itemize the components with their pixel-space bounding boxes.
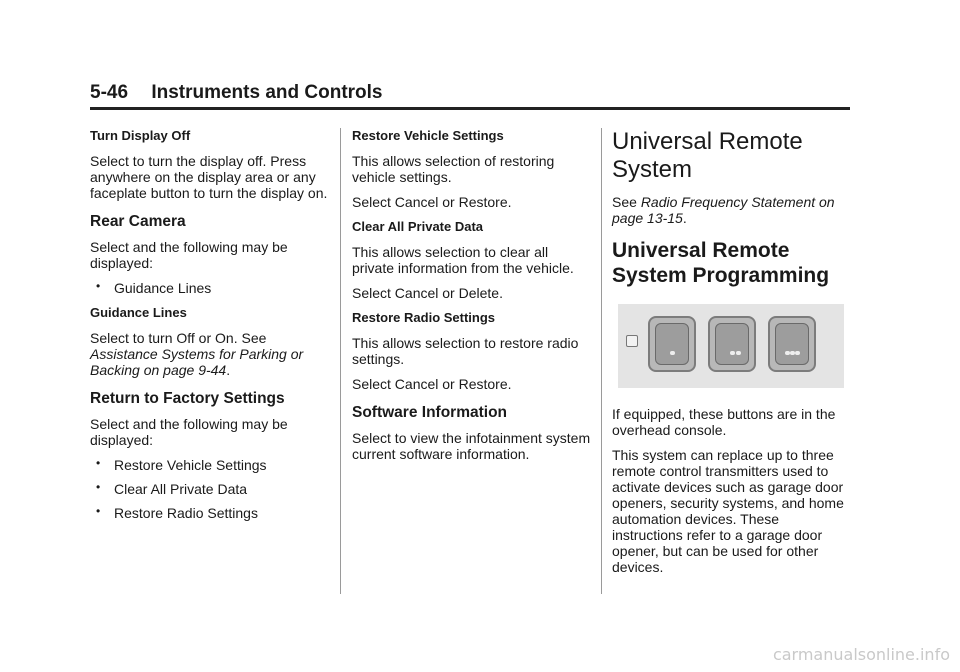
list-item: • Clear All Private Data — [96, 480, 248, 497]
remote-button-3-icon — [768, 316, 816, 372]
remote-button-1-icon — [648, 316, 696, 372]
restore-vehicle-heading: Restore Vehicle Settings — [352, 128, 504, 143]
guidance-lines-heading: Guidance Lines — [90, 305, 187, 320]
list-item: • Guidance Lines — [96, 279, 212, 296]
factory-settings-list — [90, 457, 330, 521]
rear-camera-list — [90, 280, 330, 296]
programming-title: Universal Remote System Programming — [612, 239, 830, 287]
software-info-text: Select to view the infotainment system current software information. — [352, 430, 591, 462]
rear-camera-intro: Select and the following may be displayed: — [90, 239, 288, 271]
page-number: 5-46 — [90, 82, 129, 103]
clear-data-text: This allows selection to clear all private information from the vehicle. — [352, 244, 574, 276]
equipped-text: If equipped, these buttons are in the overhead console. — [612, 406, 836, 438]
rear-camera-heading: Rear Camera — [90, 213, 186, 230]
factory-settings-heading: Return to Factory Settings — [90, 390, 285, 407]
list-item: • Restore Vehicle Settings — [96, 456, 267, 473]
urs-title: Universal Remote System — [612, 128, 803, 183]
turn-display-off-text: Select to turn the display off. Press anywhere on the display area or any faceplate button to turn the display on. — [90, 153, 328, 201]
bullet-icon: • — [96, 456, 101, 470]
column-left — [90, 128, 330, 530]
restore-radio-heading: Restore Radio Settings — [352, 310, 496, 325]
column-middle — [352, 128, 592, 471]
page-header — [90, 82, 850, 110]
section-title: Instruments and Controls — [151, 82, 383, 103]
cross-reference-link[interactable]: Radio Frequency Statement on page 13-15 — [612, 194, 835, 226]
bullet-icon: • — [96, 480, 101, 494]
list-item: • Restore Radio Settings — [96, 504, 258, 521]
turn-display-off-heading: Turn Display Off — [90, 128, 191, 143]
cross-reference-link[interactable]: Assistance Systems for Parking or Backing on page 9-44 — [90, 346, 304, 378]
clear-data-heading: Clear All Private Data — [352, 219, 484, 234]
restore-vehicle-text: This allows selection of restoring vehicle settings. — [352, 153, 555, 185]
system-description: This system can replace up to three remote control transmitters used to activate devices such as garage door openers, security systems, and home automation devices. These instructions refer to a garage door opener, but can be used for other devices. — [612, 447, 844, 575]
restore-radio-text: This allows selection to restore radio settings. — [352, 335, 579, 367]
restore-vehicle-options: Select Cancel or Restore. — [352, 194, 512, 210]
bullet-icon: • — [96, 279, 101, 293]
indicator-light-icon — [626, 335, 638, 347]
factory-settings-intro: Select and the following may be displayed: — [90, 416, 288, 448]
watermark: carmanualsonline.info — [772, 645, 950, 664]
restore-radio-options: Select Cancel or Restore. — [352, 376, 512, 392]
remote-buttons-illustration — [618, 304, 844, 388]
guidance-lines-text: Select to turn Off or On. See Assistance Systems for Parking or Backing on page 9-44. — [90, 330, 304, 378]
column-right — [612, 128, 852, 584]
clear-data-options: Select Cancel or Delete. — [352, 285, 503, 301]
urs-see-text: See Radio Frequency Statement on page 13-15. — [612, 194, 835, 226]
column-divider — [601, 128, 602, 594]
bullet-icon: • — [96, 504, 101, 518]
remote-button-2-icon — [708, 316, 756, 372]
software-info-heading: Software Information — [352, 404, 508, 421]
column-divider — [340, 128, 341, 594]
